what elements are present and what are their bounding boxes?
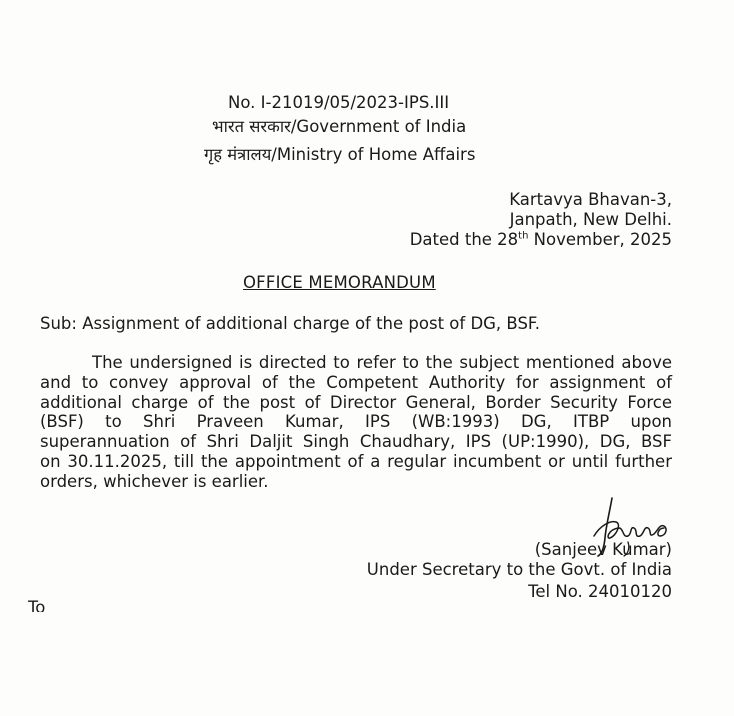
signatory-name: (Sanjeev Kumar) xyxy=(534,540,672,559)
body-line: on 30.11.2025, till the appointment of a regular incumbent or until further xyxy=(40,451,672,471)
body-line: orders, whichever is earlier. xyxy=(40,471,269,491)
body-line: superannuation of Shri Daljit Singh Chaudhary, IPS (UP:1990), DG, BSF xyxy=(40,432,672,452)
address-line-1: Kartavya Bhavan-3, xyxy=(509,190,672,209)
body-line: additional charge of the post of Director General, Border Security Force xyxy=(40,392,672,412)
body-line: The undersigned is directed to refer to the subject mentioned above xyxy=(92,353,672,372)
body-paragraph xyxy=(40,353,672,492)
address-line-2: Janpath, New Delhi. xyxy=(509,210,672,229)
signatory-telephone: Tel No. 24010120 xyxy=(528,582,672,601)
addressee-label: To xyxy=(28,598,46,612)
subject-line: Sub: Assignment of additional charge of the post of DG, BSF. xyxy=(40,314,541,333)
ministry-line: गृह मंत्रालय/Ministry of Home Affairs xyxy=(204,145,476,164)
signatory-designation: Under Secretary to the Govt. of India xyxy=(366,560,672,579)
government-line: भारत सरकार/Government of India xyxy=(212,117,467,136)
memo-title: OFFICE MEMORANDUM xyxy=(243,273,436,292)
body-line: (BSF) to Shri Praveen Kumar, IPS (WB:1993) DG, ITBP upon xyxy=(40,412,672,432)
file-number: No. I-21019/05/2023-IPS.III xyxy=(228,93,450,112)
dated-line: Dated the 28th November, 2025 xyxy=(409,230,672,249)
body-line: and to convey approval of the Competent Authority for assignment of xyxy=(40,372,672,392)
